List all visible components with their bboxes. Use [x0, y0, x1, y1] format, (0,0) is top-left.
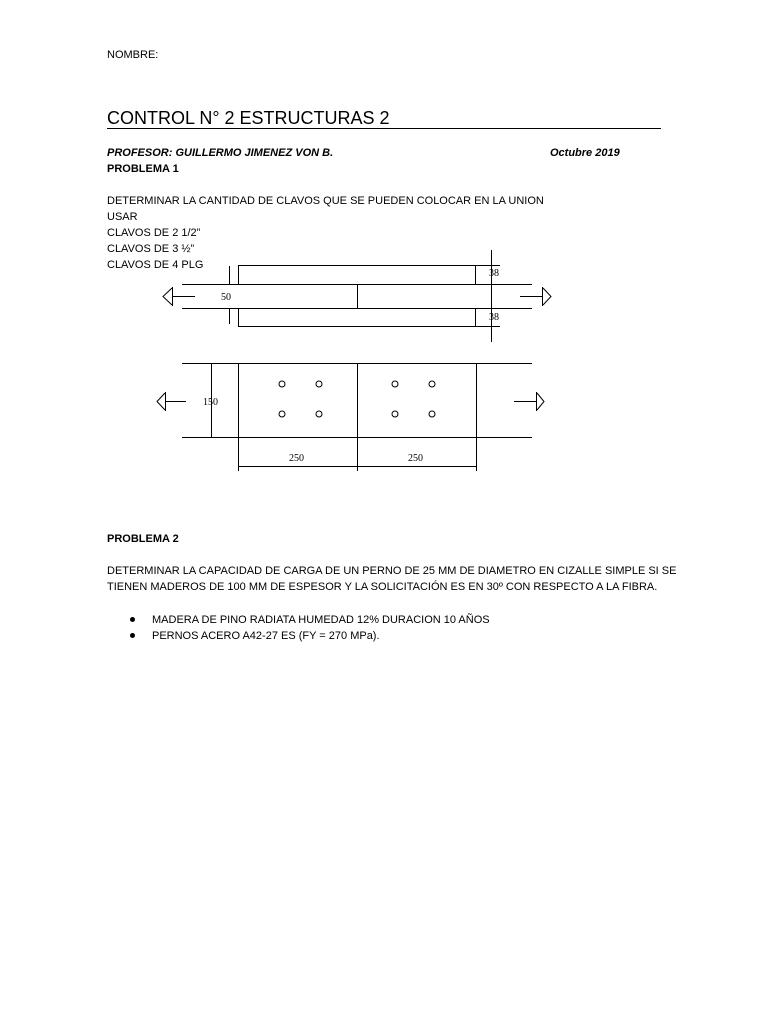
top-outer-board: [239, 266, 476, 285]
name-label: NOMBRE:: [107, 49, 159, 61]
problem2-heading: PROBLEMA 2: [107, 533, 179, 545]
dim-top-38: 38: [489, 268, 499, 279]
nail-hole: [316, 411, 322, 417]
problem1-line: DETERMINAR LA CANTIDAD DE CLAVOS QUE SE PUEDEN COLOCAR EN LA UNION: [107, 195, 544, 207]
nail-hole: [429, 411, 435, 417]
problem2-line: TIENEN MADEROS DE 100 MM DE ESPESOR Y LA SOLICITACIÓN ES EN 30º CON RESPECTO A LA FIBRA.: [107, 581, 658, 593]
problem1-line: USAR: [107, 211, 138, 223]
dim-bottom-38: 38: [489, 312, 499, 323]
dim-middle-50: 50: [221, 292, 231, 303]
nail-hole: [392, 411, 398, 417]
problem2-bullet: PERNOS ACERO A42-27 ES (FY = 270 MPa).: [152, 630, 380, 642]
date: Octubre 2019: [550, 147, 620, 159]
dim-left-250: 250: [289, 453, 304, 464]
bullet-icon: [130, 633, 135, 638]
bullet-icon: [130, 617, 135, 622]
professor-line: PROFESOR: GUILLERMO JIMENEZ VON B.: [107, 147, 334, 159]
bottom-outer-board: [239, 309, 476, 327]
nail-hole: [392, 381, 398, 387]
nail-hole: [316, 381, 322, 387]
problem1-line: CLAVOS DE 3 ½”: [107, 243, 195, 255]
nail-hole: [429, 381, 435, 387]
dim-right-250: 250: [408, 453, 423, 464]
problem1-line: CLAVOS DE 2 1/2”: [107, 227, 201, 239]
problem2-line: DETERMINAR LA CAPACIDAD DE CARGA DE UN PERNO DE 25 MM DE DIAMETRO EN CIZALLE SIMPLE SI SE: [107, 565, 677, 577]
nail-hole: [279, 411, 285, 417]
problem1-line: CLAVOS DE 4 PLG: [107, 259, 204, 271]
problem1-heading: PROBLEMA 1: [107, 163, 179, 175]
document-title: CONTROL N° 2 ESTRUCTURAS 2: [107, 108, 390, 128]
dim-height-150: 150: [203, 397, 218, 408]
nail-hole: [279, 381, 285, 387]
problem2-bullet: MADERA DE PINO RADIATA HUMEDAD 12% DURACION 10 AÑOS: [152, 614, 490, 626]
